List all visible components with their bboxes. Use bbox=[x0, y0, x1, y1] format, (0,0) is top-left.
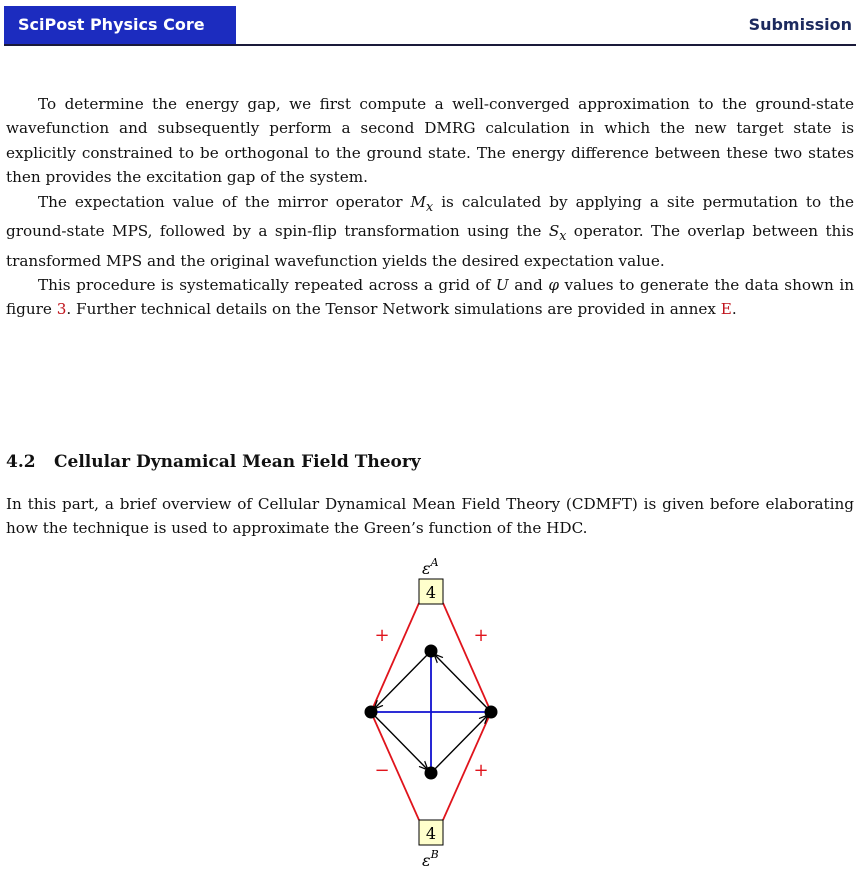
paragraph-2: The expectation value of the mirror operator $M_x$ is calculated by applying a site permutation to the ground-state MPS, followed by a spin-flip transformation using the $S_x$ operator. The overlap between this transformed MPS and the original wavefunction yields the desired expectation value. bbox=[6, 192, 854, 270]
epsilon-b-label: $\varepsilon^B$ bbox=[422, 848, 439, 870]
paragraph-4: In this part, a brief overview of Cellular Dynamical Mean Field Theory (CDMFT) is given before elaborating how the technique is used to approximate the Green’s function of the HDC. bbox=[6, 495, 854, 538]
section-number: 4.2 bbox=[6, 452, 36, 472]
paragraph-3: This procedure is systematically repeated across a grid of U and φ values to generate the data shown in figure 3. Further technical details on the Tensor Network simulations are provided in annex E. bbox=[6, 275, 854, 319]
site-left bbox=[365, 706, 378, 719]
paragraph-1: To determine the energy gap, we first compute a well-converged approximation to the ground-state wavefunction and subsequently perform a second DMRG calculation in which the new target state is explicitly constrained to be orthogonal to the ground state. The energy difference between these two states then provides the excitation gap of the system. bbox=[6, 95, 854, 187]
annex-link[interactable]: E bbox=[720, 300, 732, 319]
bath-box-top-label: 4 bbox=[425, 583, 437, 602]
sign-bottom-right: + bbox=[473, 760, 489, 781]
bath-line-top-left bbox=[371, 603, 419, 712]
epsilon-a-label: $\varepsilon^A$ bbox=[422, 556, 439, 578]
spin-operator: S bbox=[548, 222, 560, 241]
site-right bbox=[485, 706, 498, 719]
journal-name: SciPost Physics Core bbox=[4, 6, 236, 44]
mirror-operator: M bbox=[410, 192, 427, 211]
site-top bbox=[425, 645, 438, 658]
sign-top-left: + bbox=[374, 625, 390, 646]
section-title: Cellular Dynamical Mean Field Theory bbox=[54, 452, 421, 472]
site-bottom bbox=[425, 767, 438, 780]
figure-link[interactable]: 3 bbox=[56, 300, 67, 319]
sign-bottom-left: − bbox=[374, 760, 390, 781]
sign-top-right: + bbox=[473, 625, 489, 646]
bath-line-top-right bbox=[443, 603, 491, 712]
bond-right-to-top bbox=[434, 654, 491, 712]
bond-top-to-left bbox=[374, 651, 431, 709]
bath-box-bottom-label: 4 bbox=[425, 824, 437, 843]
submission-label: Submission bbox=[748, 15, 852, 34]
